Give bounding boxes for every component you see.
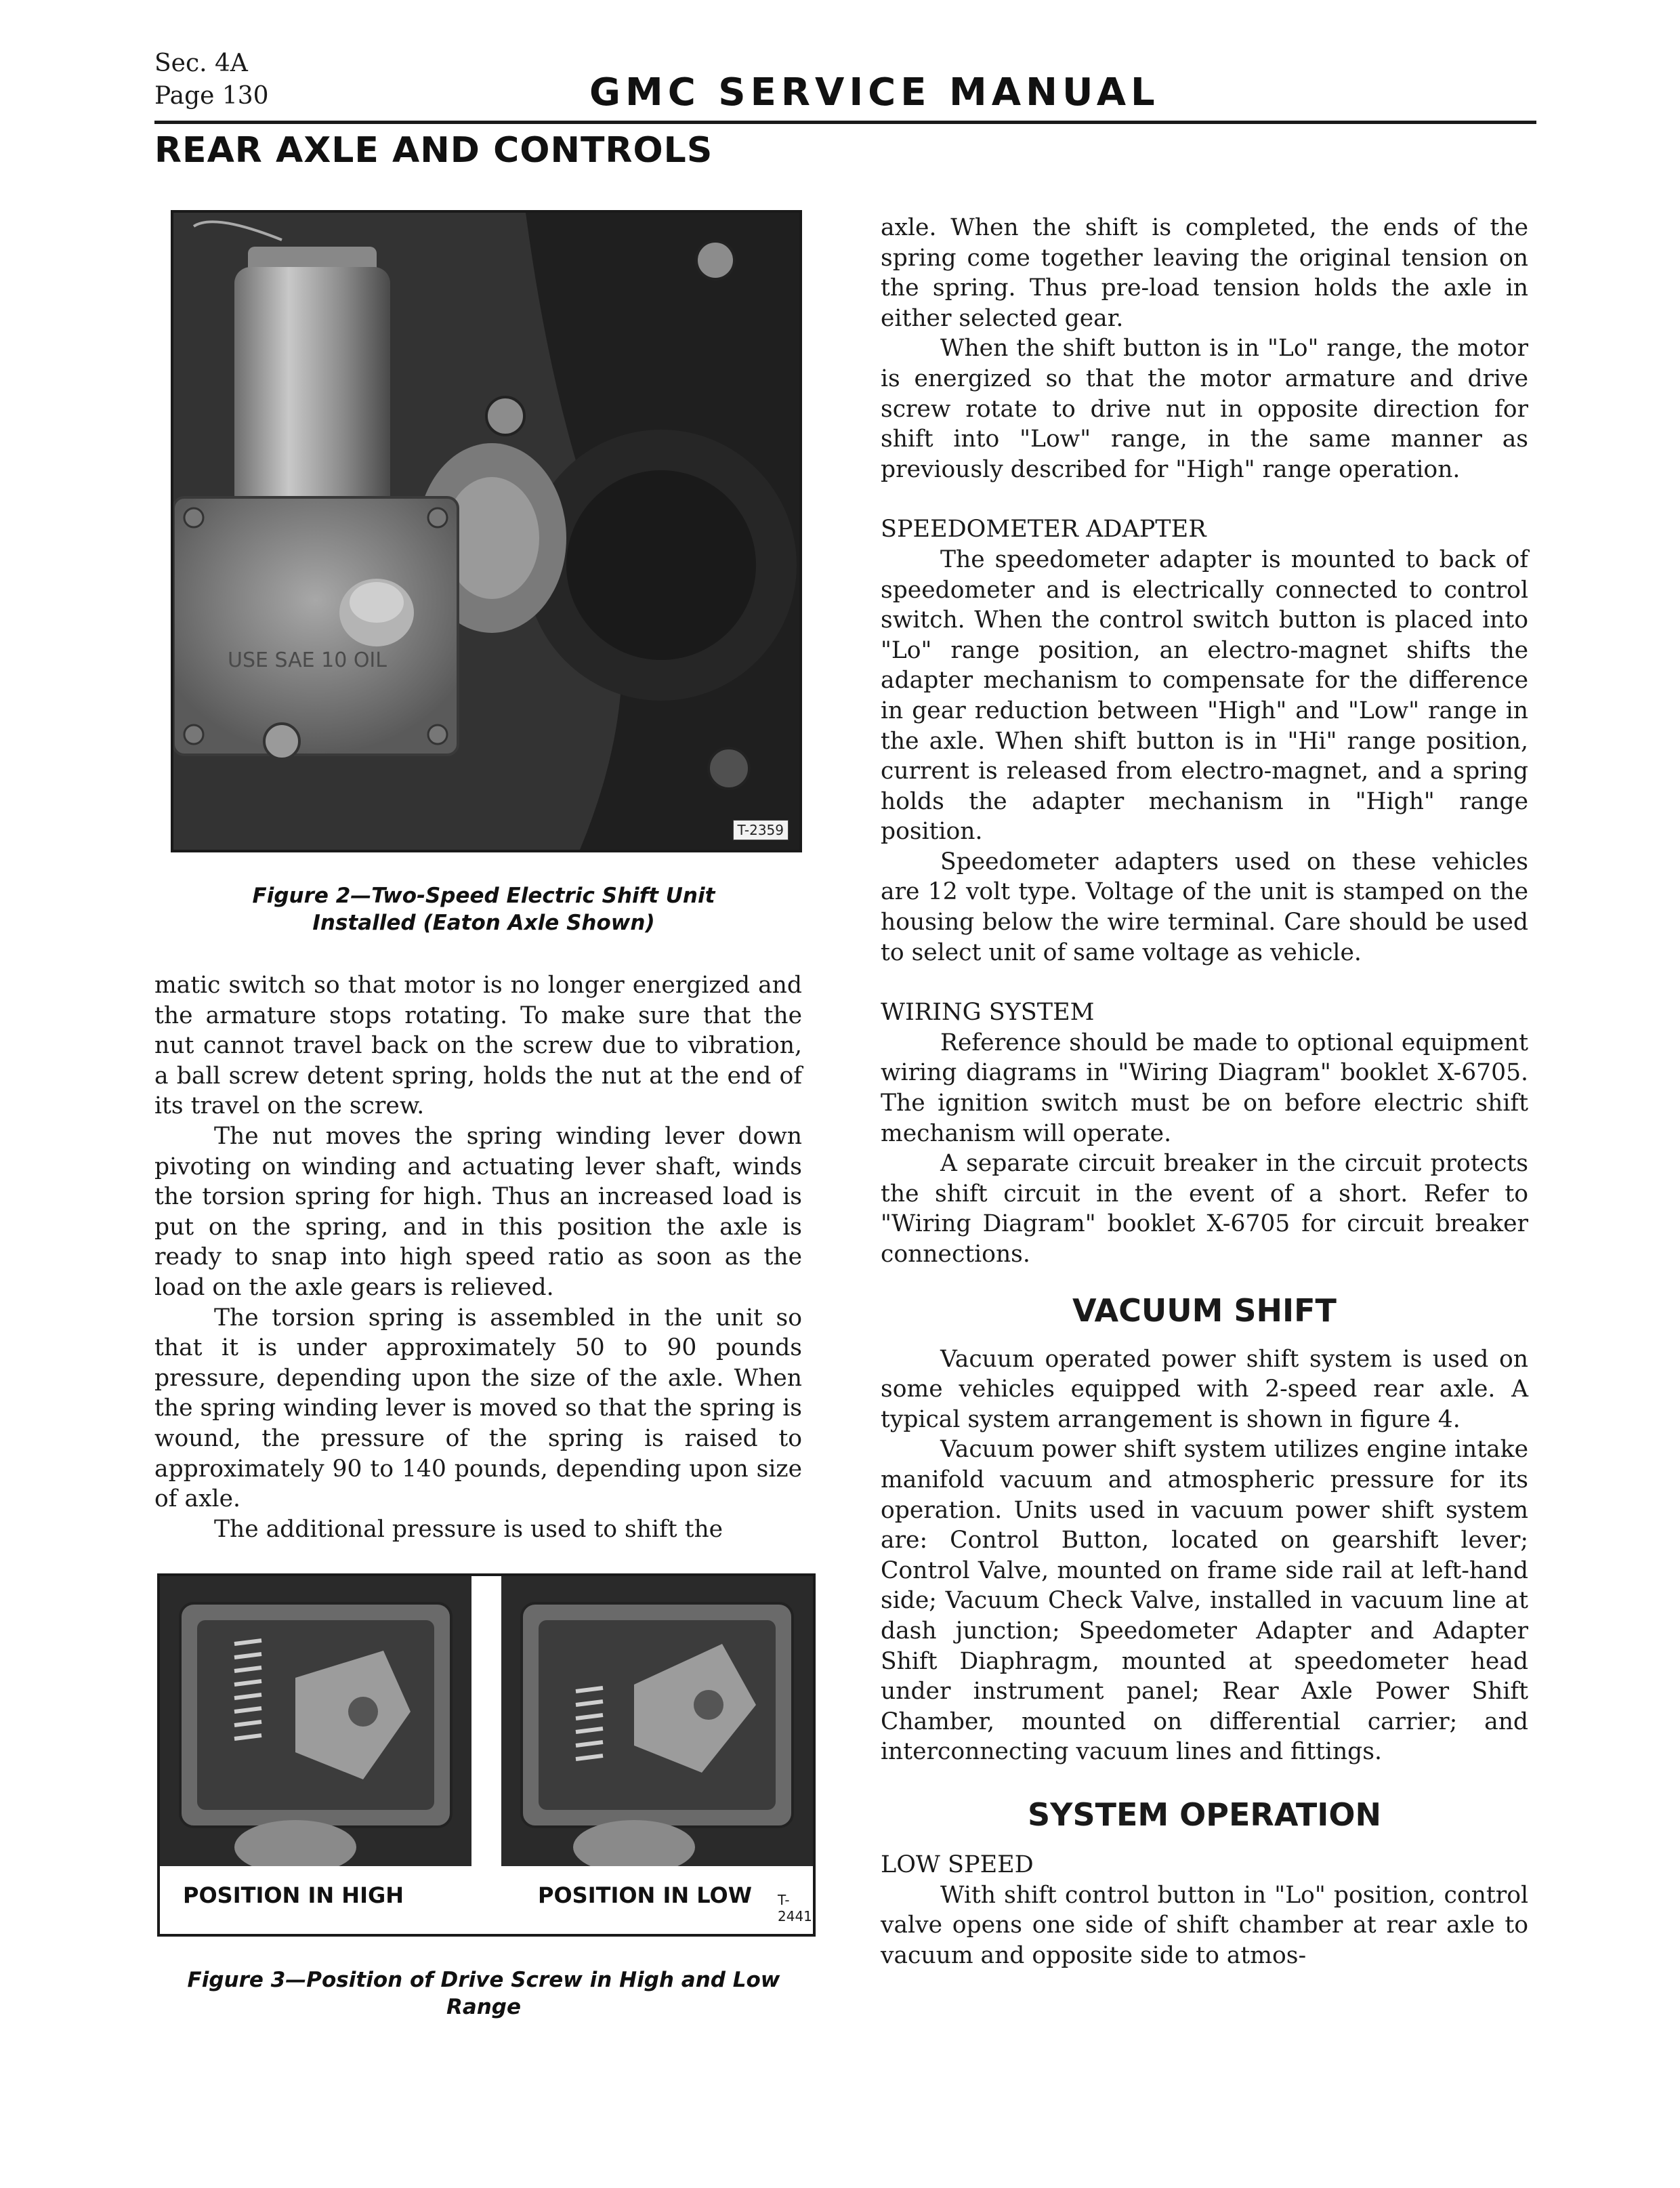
position-high-label: POSITION IN HIGH xyxy=(183,1882,404,1908)
shift-unit-illustration xyxy=(173,213,799,850)
page-number: Page 130 xyxy=(154,82,269,110)
right-paragraph-5: Reference should be made to optional equipment wiring diagrams in "Wiring Diagram" booklet X-6705. The ignition switch must be on before electric shift mechanism will operate. xyxy=(881,1029,1528,1147)
right-paragraph-8: Vacuum power shift system utilizes engine intake manifold vacuum and atmospheric pressure for its operation. Units used in vacuum power shift system are: Control Button, located on gearshift lever; Control Valve, mounted on frame side rail at left-hand side; Vacuum Check Valve, installed in vacuum line at dash junction; Speedometer Adapter and Adapter Shift Diaphragm, mounted at speedometer head under instrument panel; Rear Axle Power Shift Chamber, mounted on differential carrier; and interconnecting vacuum lines and fittings. xyxy=(881,1436,1528,1766)
right-paragraph-6: A separate circuit breaker in the circuit protects the shift circuit in the event of a short. Refer to "Wiring Diagram" booklet X-6705 for circuit breaker connections. xyxy=(881,1150,1528,1268)
figure-2-caption xyxy=(171,882,797,936)
right-paragraph-1: axle. When the shift is completed, the ends of the spring come together leaving the original tension on the spring. Thus pre-load tension holds the axle in either selected gear. xyxy=(881,214,1528,332)
figure-3-caption: Figure 3—Position of Drive Screw in High and Low Range xyxy=(187,1968,780,2019)
low-position-cutaway xyxy=(501,1576,813,1866)
position-low-label: POSITION IN LOW xyxy=(538,1882,753,1908)
high-position-cutaway xyxy=(160,1576,471,1866)
right-paragraph-2: When the shift button is in "Lo" range, the motor is energized so that the motor armature and drive screw rotate to drive nut in opposite direction for shift into "Low" range, in the same manner as previously described for "High" range operation. xyxy=(881,335,1528,483)
system-operation-heading: SYSTEM OPERATION xyxy=(1028,1796,1381,1833)
left-paragraph-3: The torsion spring is assembled in the unit so that it is under approximately 50 to 90 pounds pressure, depending upon the size of the axle. When the spring winding lever is moved so that the spring is wound, the pressure of the spring is raised to approximately 90 to 140 pounds, depending upon size of axle. xyxy=(154,1304,802,1513)
section-label: Sec. 4A xyxy=(154,49,248,77)
oil-stamp: USE SAE 10 OIL xyxy=(228,648,387,672)
figure-3-panel xyxy=(157,1573,816,1937)
right-paragraph-7: Vacuum operated power shift system is used on some vehicles equipped with 2-speed rear axle. A typical system arrangement is shown in figure 4. xyxy=(881,1345,1528,1433)
figure-2-caption-line-2: Installed (Eaton Axle Shown) xyxy=(312,911,655,935)
left-paragraph-1: matic switch so that motor is no longer energized and the armature stops rotating. To make sure that the nut cannot travel back on the screw due to vibration, a ball screw detent spring, holds the nut at the end of its travel on the screw. xyxy=(154,972,802,1120)
drive-screw-illustration xyxy=(160,1576,813,1866)
right-paragraph-9: With shift control button in "Lo" position, control valve opens one side of shift chamber at rear axle to vacuum and opposite side to atmos- xyxy=(881,1881,1528,1969)
manual-title: GMC SERVICE MANUAL xyxy=(589,70,1160,115)
header-rule xyxy=(154,121,1536,124)
wiring-system-heading: WIRING SYSTEM xyxy=(881,999,1095,1027)
figure-2-caption-line-1: Figure 2—Two-Speed Electric Shift Unit xyxy=(252,884,715,908)
right-column xyxy=(881,213,1528,1970)
low-speed-heading: LOW SPEED xyxy=(881,1851,1034,1878)
chapter-title: REAR AXLE AND CONTROLS xyxy=(154,130,713,171)
right-paragraph-3: The speedometer adapter is mounted to back of speedometer and is electrically connected to control switch. When the control switch button is placed into "Lo" range position, an electro-magnet shifts the adapter mechanism to compensate for the difference in gear reduction between "High" and "Low" range in the axle. When shift button is in "Hi" range position, current is released from electro-magnet, and a spring holds the adapter mechanism in "High" range position. xyxy=(881,545,1528,846)
figure-2-photo xyxy=(171,210,802,852)
left-paragraph-4: The additional pressure is used to shift the xyxy=(214,1515,723,1543)
figure-3-tag: T-2441 xyxy=(778,1892,812,1924)
figure-2-tag: T-2359 xyxy=(733,820,789,840)
right-paragraph-4: Speedometer adapters used on these vehicles are 12 volt type. Voltage of the unit is stamped on the housing below the wire terminal. Care should be used to select unit of same voltage as vehicle. xyxy=(881,848,1528,966)
left-paragraph-2: The nut moves the spring winding lever down pivoting on winding and actuating lever shaft, winds the torsion spring for high. Thus an increased load is put on the spring, and in this position the axle is ready to snap into high speed ratio as soon as the load on the axle gears is relieved. xyxy=(154,1122,802,1301)
section-number xyxy=(154,47,269,112)
vacuum-shift-heading: VACUUM SHIFT xyxy=(1072,1292,1337,1329)
speedometer-adapter-heading: SPEEDOMETER ADAPTER xyxy=(881,516,1206,543)
left-column xyxy=(154,970,802,1544)
